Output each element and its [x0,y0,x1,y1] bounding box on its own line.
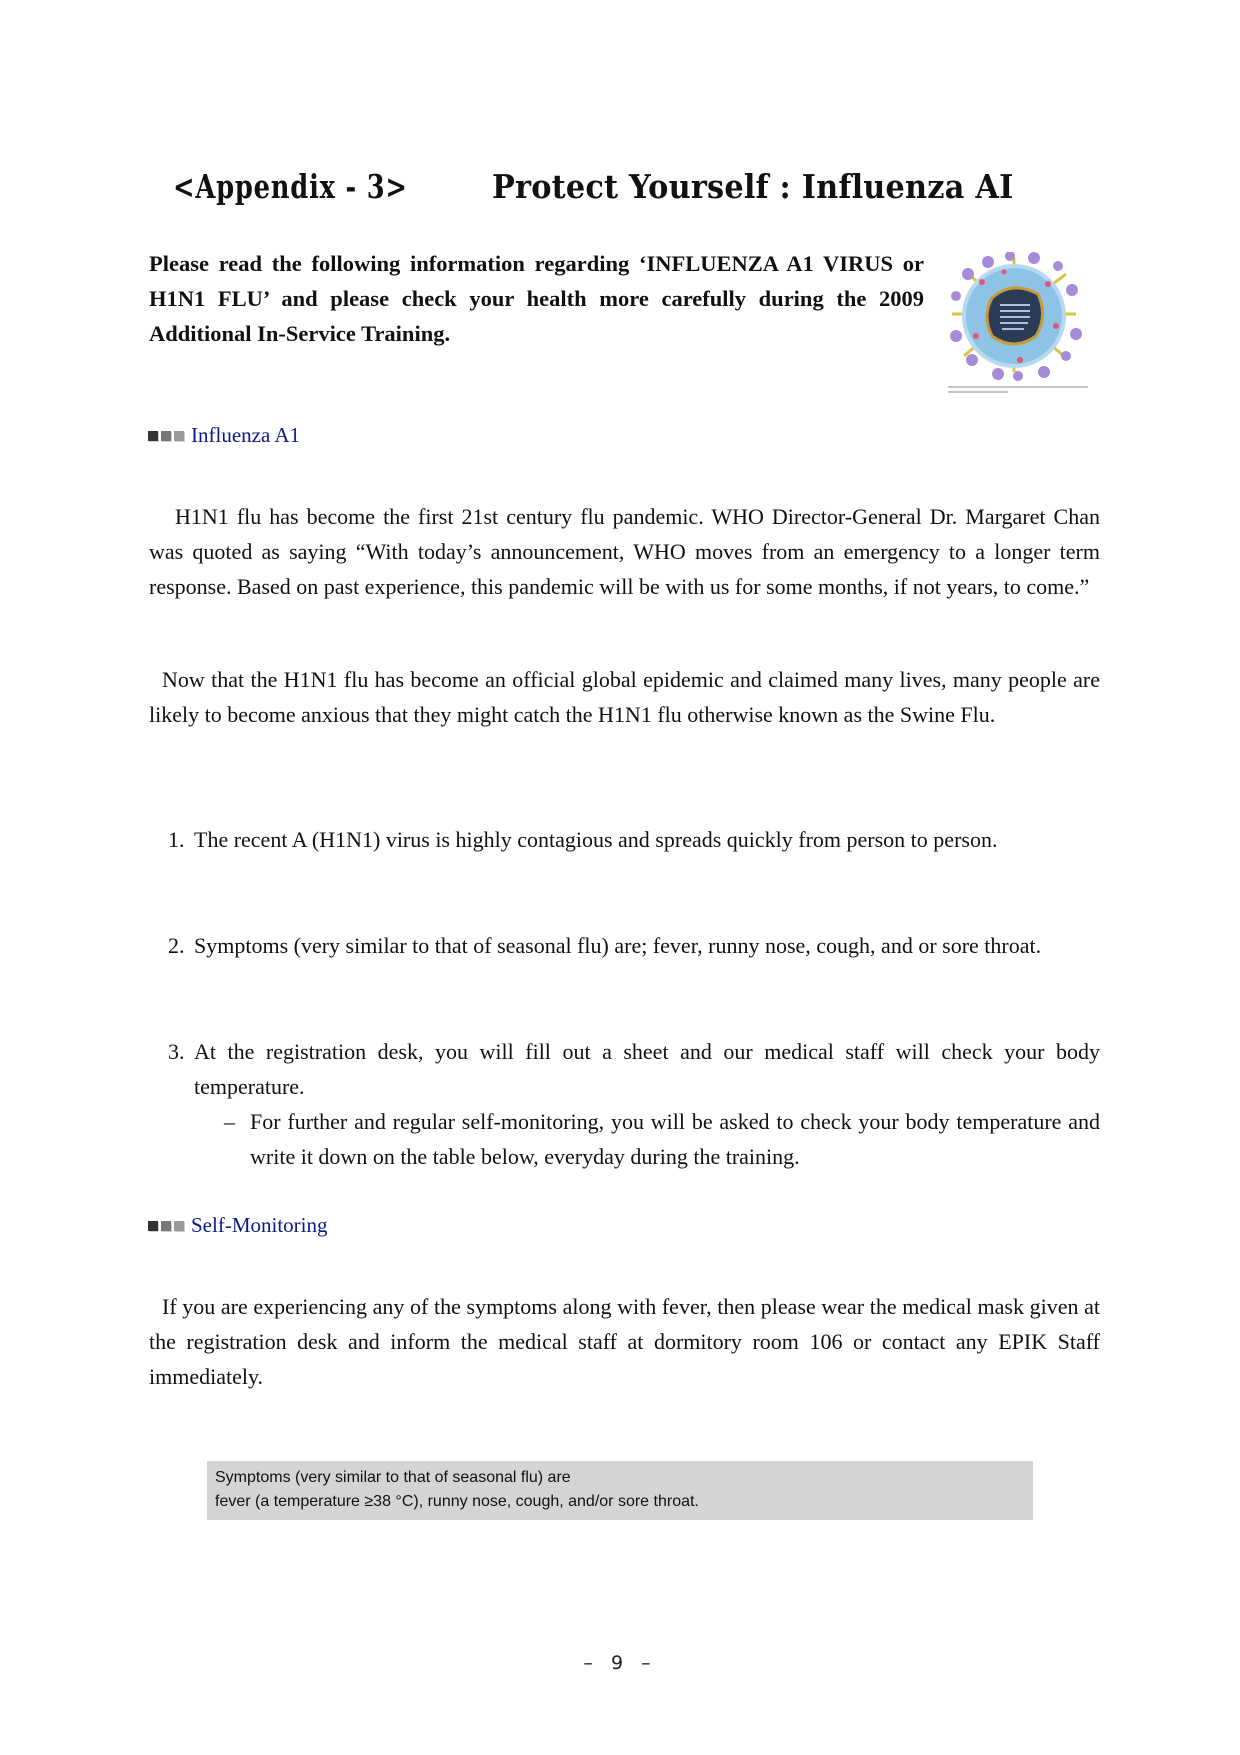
list-number: 1. [168,827,185,852]
list-item [168,928,1100,963]
list-item [168,1034,1100,1104]
symptoms-note-box [207,1461,1033,1520]
numbered-list-3 [168,1034,1100,1174]
list-item [168,822,1100,857]
section-heading-self-monitoring [148,1213,328,1238]
list-number: 3. [168,1039,185,1064]
title-text: Protect Yourself : Influenza AI [492,167,1014,206]
list-text: Symptoms (very similar to that of seasonal flu) are; fever, runny nose, cough, and or sore throat. [194,933,1042,958]
paragraph-self-monitoring: If you are experiencing any of the symptoms along with fever, then please wear the medical mask given at the registration desk and inform the medical staff at dormitory room 106 or contact any EPIK Staff immediately. [149,1294,1100,1389]
appendix-label: <Appendix - 3> [173,167,409,206]
numbered-list [168,822,1100,857]
section-heading-label: Influenza A1 [191,423,301,447]
page-title [150,128,1059,206]
note-line-1: Symptoms (very similar to that of seasonal flu) are [215,1469,571,1486]
list-text: The recent A (H1N1) virus is highly contagious and spreads quickly from person to person. [194,827,998,852]
intro-notice: Please read the following information regarding ‘INFLUENZA A1 VIRUS or H1N1 FLU’ and please check your health more carefully during the 2009 Additional In-Service Training. [149,251,924,346]
list-number: 2. [168,933,185,958]
page-number: – 9 – [583,1652,657,1674]
numbered-list-2 [168,928,1100,963]
paragraph-epidemic: Now that the H1N1 flu has become an official global epidemic and claimed many lives, many people are likely to become anxious that they might catch the H1N1 flu otherwise known as the Swine Flu. [149,667,1100,727]
section-heading-influenza-a1 [148,423,300,448]
list-text: At the registration desk, you will fill out a sheet and our medical staff will check your body temperature. [194,1039,1100,1099]
list-subitem [224,1104,1100,1174]
list-subitem-text: For further and regular self-monitoring, you will be asked to check your body temperature and write it down on the table below, everyday during the training. [250,1109,1100,1169]
note-line-2: fever (a temperature ≥38 °C), runny nose, cough, and/or sore throat. [215,1493,699,1510]
dash-bullet-icon: – [224,1109,235,1134]
influenza-virus-illustration-icon [948,252,1098,398]
section-bullet-icon [148,431,184,441]
section-heading-label: Self-Monitoring [191,1213,328,1237]
paragraph-pandemic: H1N1 flu has become the first 21st century flu pandemic. WHO Director-General Dr. Margaret Chan was quoted as saying “With today’s announcement, WHO moves from an emergency to a longer term response. Based on past experience, this pandemic will be with us for some months, if not years, to come.” [149,504,1100,599]
section-bullet-icon [148,1221,184,1231]
